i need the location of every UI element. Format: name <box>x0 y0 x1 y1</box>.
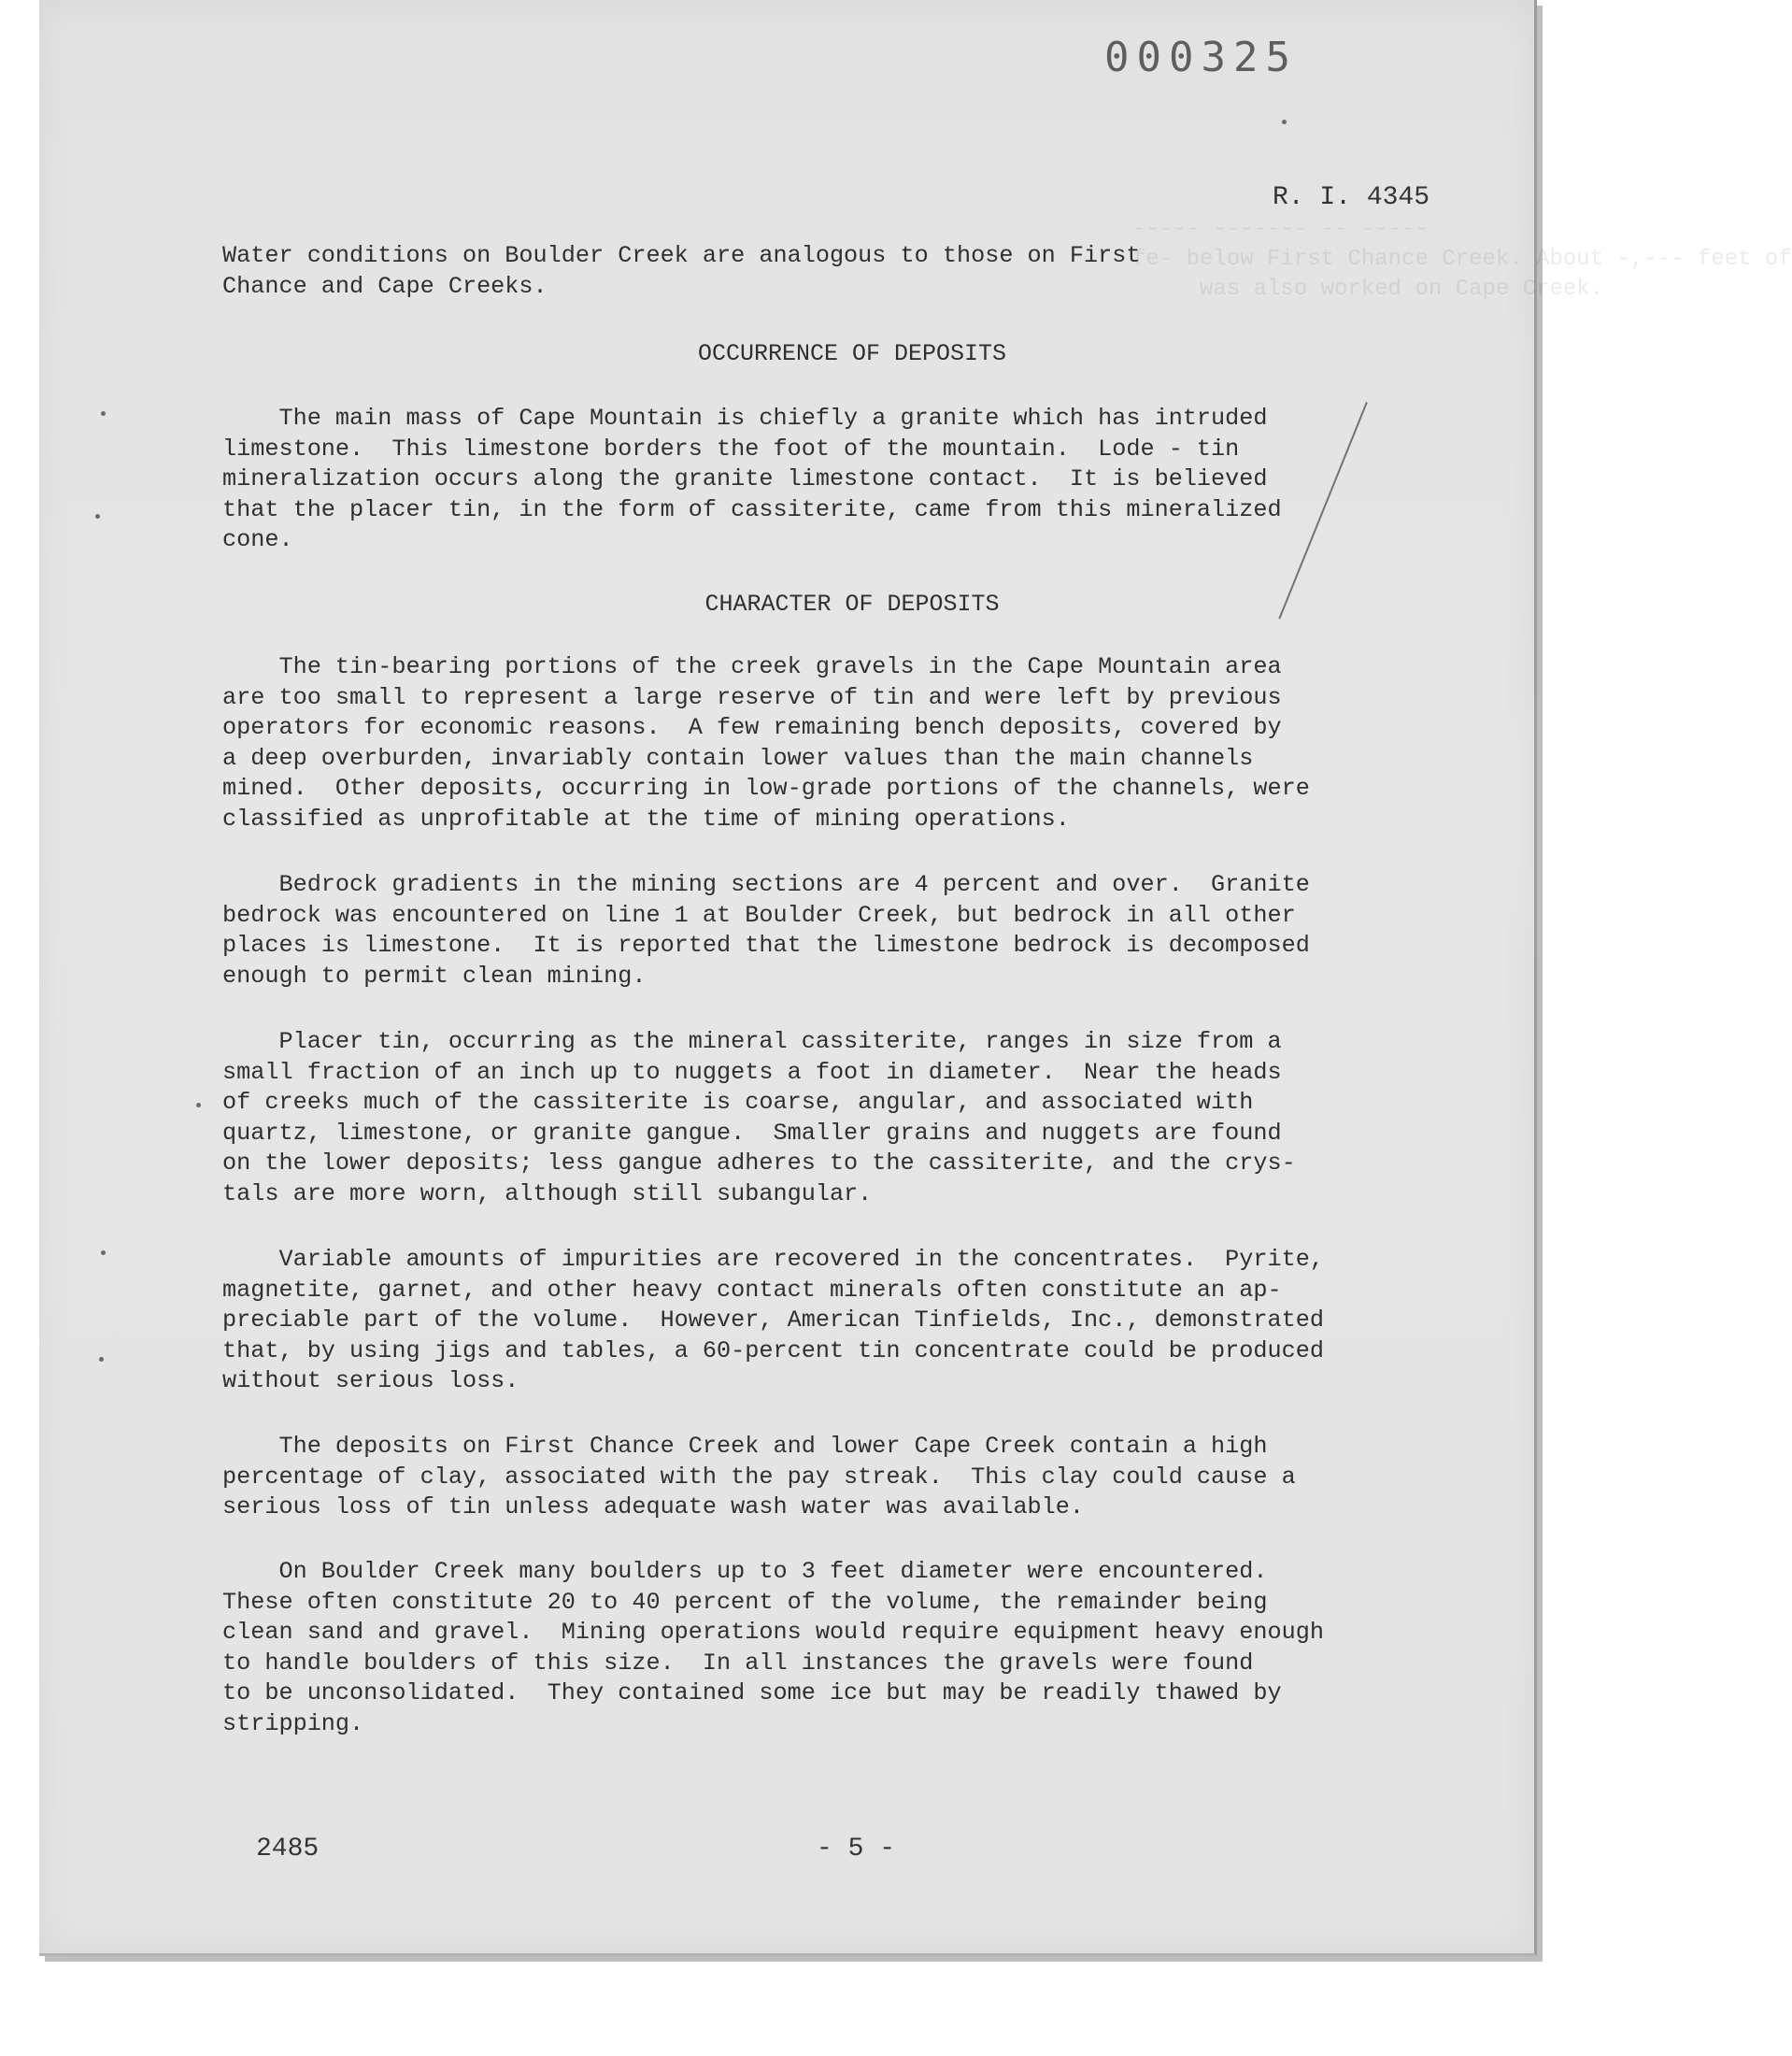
text-line: bedrock was encountered on line 1 at Boulder Creek, but bedrock in all other <box>222 901 1296 929</box>
text-line: to be unconsolidated. They contained some ice but may be readily thawed by <box>222 1679 1282 1706</box>
paragraph <box>222 1557 1324 1739</box>
scan-speck <box>99 1357 104 1362</box>
report-id: R. I. 4345 <box>1273 183 1430 212</box>
section-heading: OCCURRENCE OF DEPOSITS <box>697 340 1007 367</box>
text-line: classified as unprofitable at the time of mining operations. <box>222 805 1070 833</box>
text-line: of creeks much of the cassiterite is coarse, angular, and associated with <box>222 1089 1254 1116</box>
paragraph <box>222 404 1282 556</box>
text-line: to handle boulders of this size. In all instances the gravels were found <box>222 1649 1254 1677</box>
paragraph <box>222 1027 1296 1209</box>
scan-speck <box>101 411 106 416</box>
text-line: tals are more worn, although still subangular. <box>222 1179 873 1207</box>
scan-speck <box>95 514 100 519</box>
scan-speck <box>101 1250 106 1255</box>
text-line: These often constitute 20 to 40 percent of the volume, the remainder being <box>222 1588 1268 1616</box>
text-line: that, by using jigs and tables, a 60-percent tin concentrate could be produced <box>222 1336 1324 1364</box>
text-line: on the lower deposits; less gangue adheres to the cassiterite, and the crys- <box>222 1149 1296 1177</box>
text-line: mined. Other deposits, occurring in low-grade portions of the channels, were <box>222 775 1310 802</box>
text-line: Bedrock gradients in the mining sections are 4 percent and over. Granite <box>222 871 1310 898</box>
scan-speck <box>1282 120 1287 124</box>
text-line: preciable part of the volume. However, American Tinfields, Inc., demonstrated <box>222 1306 1324 1334</box>
text-line: limestone. This limestone borders the foot of the mountain. Lode - tin <box>222 435 1240 463</box>
text-line: clean sand and gravel. Mining operations would require equipment heavy enough <box>222 1619 1324 1646</box>
paragraph <box>222 1245 1324 1397</box>
text-line: cone. <box>222 526 293 553</box>
text-line: Variable amounts of impurities are recovered in the concentrates. Pyrite, <box>222 1246 1324 1273</box>
text-line: enough to permit clean mining. <box>222 962 647 990</box>
paragraph <box>222 1432 1296 1523</box>
text-line: quartz, limestone, or granite gangue. Smaller grains and nuggets are found <box>222 1119 1282 1147</box>
bleed-through-text: ----- ------- -- ----- fe- below First Chance Creek. About -,--- feet of was also worked on Cape Creek. <box>1132 217 1792 302</box>
text-line: mineralization occurs along the granite limestone contact. It is believed <box>222 465 1268 493</box>
text-line: stripping. <box>222 1709 364 1737</box>
text-line: On Boulder Creek many boulders up to 3 feet diameter were encountered. <box>222 1558 1268 1585</box>
text-line: that the placer tin, in the form of cassiterite, came from this mineralized <box>222 495 1282 523</box>
text-line: Water conditions on Boulder Creek are analogous to those on First <box>222 242 1141 269</box>
page-number: - 5 - <box>817 1835 896 1863</box>
paragraph <box>222 870 1310 992</box>
stamp-number: 000325 <box>1104 34 1298 81</box>
section-heading: CHARACTER OF DEPOSITS <box>704 591 1000 618</box>
scanned-page <box>39 0 1792 1956</box>
text-line: The main mass of Cape Mountain is chiefly a granite which has intruded <box>222 405 1268 432</box>
footer-document-number: 2485 <box>256 1835 320 1863</box>
text-line: a deep overburden, invariably contain lower values than the main channels <box>222 744 1254 772</box>
text-line: Chance and Cape Creeks. <box>222 272 548 300</box>
intro-paragraph <box>222 241 1140 302</box>
text-line: without serious loss. <box>222 1367 519 1394</box>
text-line: small fraction of an inch up to nuggets a foot in diameter. Near the heads <box>222 1058 1282 1086</box>
text-line: are too small to represent a large reserve of tin and were left by previous <box>222 683 1282 711</box>
text-line: The deposits on First Chance Creek and lower Cape Creek contain a high <box>222 1433 1268 1460</box>
text-line: percentage of clay, associated with the pay streak. This clay could cause a <box>222 1463 1296 1491</box>
pencil-mark <box>1278 402 1368 620</box>
text-line: The tin-bearing portions of the creek gravels in the Cape Mountain area <box>222 653 1282 680</box>
text-line: Placer tin, occurring as the mineral cassiterite, ranges in size from a <box>222 1028 1282 1055</box>
paragraph <box>222 652 1310 835</box>
text-line: places is limestone. It is reported that the limestone bedrock is decomposed <box>222 932 1310 959</box>
text-line: serious loss of tin unless adequate wash water was available. <box>222 1493 1085 1521</box>
text-line: operators for economic reasons. A few remaining bench deposits, covered by <box>222 714 1282 741</box>
scan-speck <box>196 1103 201 1107</box>
text-line: magnetite, garnet, and other heavy contact minerals often constitute an ap- <box>222 1276 1282 1304</box>
